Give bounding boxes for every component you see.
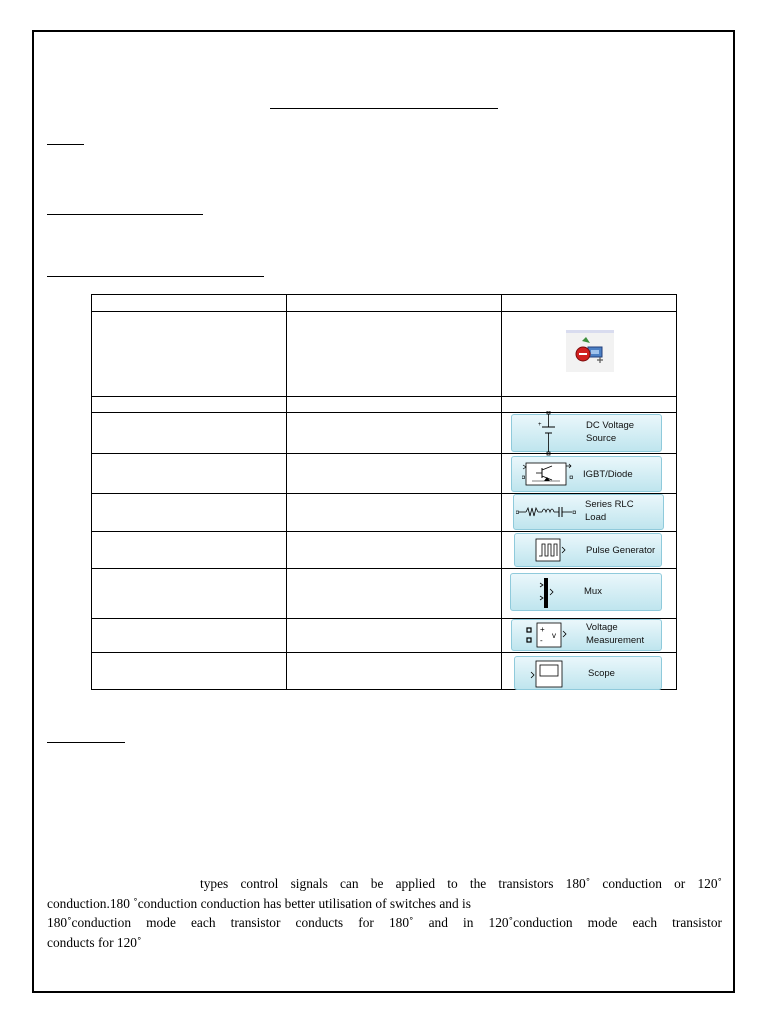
dc-voltage-source-icon [534,411,564,457]
theory-heading-underline [47,742,125,743]
mux-icon [537,576,561,610]
mux-block [510,573,662,611]
row-divider [92,652,676,653]
row-divider [92,311,676,312]
series-rlc-load-icon [516,503,578,523]
plus-sign: + [540,625,545,634]
block-label: Source [586,433,617,444]
igbt-diode-block [511,456,662,492]
block-label: IGBT/Diode [583,469,633,480]
voltage-measurement-block [511,619,662,651]
block-label: Voltage [586,622,618,633]
scope-block [514,656,662,690]
theory-line: types control signals can be applied to the transistors 180˚ conduction or 120˚ [200,876,722,891]
block-label: Measurement [586,635,645,646]
row-divider [92,453,676,454]
minus-sign: - [540,636,543,645]
igbt-diode-icon [522,459,574,491]
block-label: Pulse Generator [586,545,656,556]
theory-line: conduction.180 ˚conduction conduction has better utilisation of switches and is [47,895,471,911]
theory-paragraph [47,874,722,952]
block-label: Mux [584,586,602,597]
block-label: Series RLC [585,499,634,510]
simulink-library-browser-icon [566,330,614,372]
row-divider [92,531,676,532]
scope-icon [529,659,563,689]
components-table [91,294,677,690]
pulse-generator-block [514,533,662,567]
theory-line: 180˚conduction mode each transistor conducts for 180˚ and in 120˚conduction mode each transistor [47,915,722,930]
title-underline [270,108,498,109]
row-divider [92,396,676,397]
block-label: DC Voltage [586,420,635,431]
voltage-measurement-icon [526,621,580,651]
v-sign: v [552,631,556,640]
pulse-generator-icon [535,537,569,565]
row-divider [92,568,676,569]
column-divider [501,295,502,689]
aim-heading-underline [47,144,84,145]
block-label: Scope [588,668,615,679]
dc-voltage-source-block [511,414,662,452]
column-divider [286,295,287,689]
series-rlc-load-block [513,494,664,530]
components-heading-underline [47,276,264,277]
theory-line: conducts for 120˚ [47,934,142,950]
row-divider [92,412,676,413]
block-label: Load [585,512,607,523]
svg-text:+: + [538,422,542,428]
software-heading-underline [47,214,203,215]
